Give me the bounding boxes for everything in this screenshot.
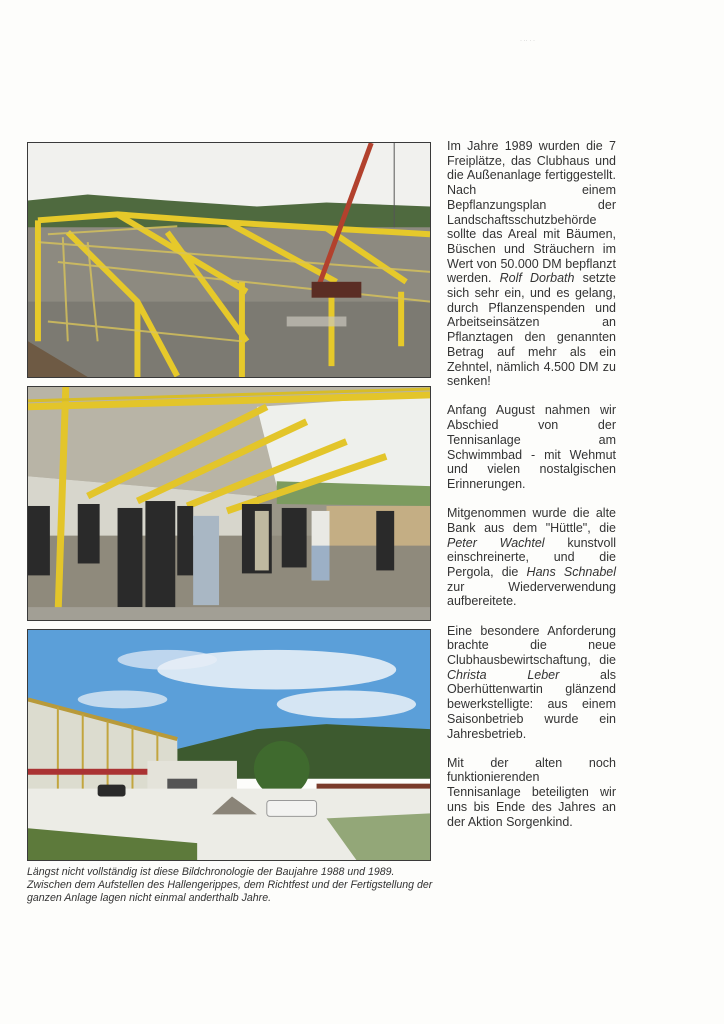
paragraph-mitgenommen — [447, 506, 616, 609]
scan-specks: · ·· · · — [520, 38, 535, 44]
name-hans-schnabel: Hans Schnabel — [526, 564, 617, 579]
paragraph-abschied: Anfang August nahmen wir Abschied von der Tennisanlage am Schwimmbad - mit Wehmut und vielen nostalgischen Erinnerungen. — [447, 403, 616, 491]
photo-steel-frame — [27, 142, 431, 378]
finished-facility-image — [28, 630, 430, 860]
paragraph-3-part-c: zur Wiederverwendung aufbereitete. — [447, 579, 616, 609]
photo-richtfest — [27, 386, 431, 621]
steel-frame-image — [28, 143, 430, 377]
paragraph-4-part-a: Eine besondere Anforderung brachte die neue Clubhausbewirtschaftung, die — [447, 623, 616, 667]
name-rolf-dorbath: Rolf Dorbath — [499, 271, 575, 286]
paragraph-bepflanzung — [447, 139, 616, 389]
name-christa-leber: Christa Leber — [447, 667, 560, 682]
paragraph-sorgenkind: Mit der alten noch funktionierenden Tennisanlage beteiligten wir uns bis Ende des Jahres an der Aktion Sorgenkind. — [447, 755, 616, 829]
paragraph-3-part-b: kunstvoll einschreinerte, und die Pergola, die — [447, 535, 617, 579]
paragraph-clubhaus — [447, 624, 616, 742]
richtfest-image — [28, 387, 430, 620]
article-text — [447, 139, 616, 844]
paragraph-1-part-a: Im Jahre 1989 wurden die 7 Freiplätze, das Clubhaus und die Außenanlage fertiggestellt. Nach einem Bepflanzungsplan der Landschaftsschutzbehörde sollte das Areal mit Bäumen, Büschen und Sträuchern im Wert von 50.000 DM bepflanzt werden. — [447, 139, 616, 286]
paragraph-1-part-b: setzte sich sehr ein, und es gelang, durch Pflanzenspenden und Arbeitseinsätzen an Pflanztagen den genannten Betrag auf mehr als ein Zehntel, nämlich 4.500 DM zu senken! — [447, 271, 616, 389]
photo-caption: Längst nicht vollständig ist diese Bildchronologie der Baujahre 1988 und 1989. Zwischen dem Aufstellen des Hallengerippes, dem Richtfest und der Fertigstellung der ganzen Anlage lagen nicht einmal anderthalb Jahre. — [27, 866, 433, 905]
photo-finished-facility — [27, 629, 431, 861]
paragraph-3-part-a: Mitgenommen wurde die alte Bank aus dem "Hüttle", die — [447, 506, 616, 535]
paragraph-4-part-b: als Oberhüttenwartin glänzend bewerkstelligte: aus einem Saisonbetrieb wurde ein Jahresbetrieb. — [447, 667, 616, 741]
name-peter-wachtel: Peter Wachtel — [447, 535, 545, 550]
